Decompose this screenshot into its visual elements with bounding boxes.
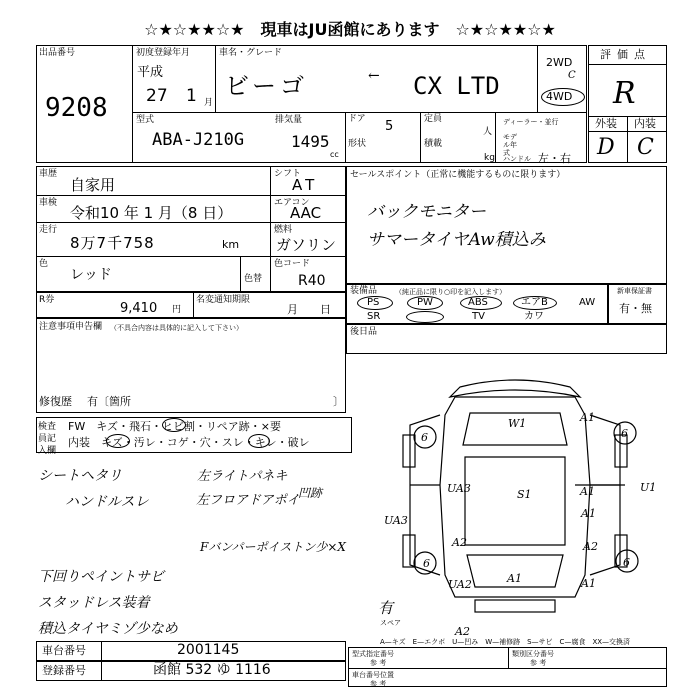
chassis-label: 車台番号 <box>42 644 86 657</box>
mark-a1-right: A1 <box>580 485 595 498</box>
displacement-label: 排気量 <box>275 115 303 125</box>
handnote-7: 下回りペイントサビ <box>38 569 164 585</box>
inspection-label: 車検 <box>39 198 58 208</box>
displacement-value: 1495 <box>291 132 330 151</box>
notes-box <box>36 318 346 413</box>
mark-ua2: UA2 <box>448 578 472 591</box>
history-value: 自家用 <box>70 176 116 194</box>
color-value: レッド <box>70 267 112 283</box>
registration-value: 函館 532 ゆ 1116 <box>153 662 271 678</box>
notes-sub: （不具合内容は具体的に記入して下さい） <box>110 324 243 332</box>
name-change-month: 月 <box>287 303 298 316</box>
inspection-value: 令和10 年 1 月（8 日） <box>70 204 233 222</box>
mark-6-fl: 6 <box>421 431 428 444</box>
handnote-6: Fバンパーポイストン少×X <box>200 540 346 554</box>
handle-label: ハンドル <box>503 155 531 163</box>
drive-2wd: 2WD <box>546 56 573 69</box>
equip-tv: TV <box>472 311 485 322</box>
warranty-value: 有・無 <box>619 302 652 315</box>
mark-s1: S1 <box>517 488 532 501</box>
mark-a1-rear: A1 <box>507 572 522 585</box>
mileage-label: 走行 <box>39 225 58 235</box>
handnote-5: 凹跡 <box>298 486 323 500</box>
lot-label: 出品番号 <box>39 48 76 58</box>
interior-label: 内装 <box>634 117 656 130</box>
mark-a2-left: A2 <box>452 536 467 549</box>
handle-value: 左・右 <box>538 152 571 165</box>
inspector-inner: 内装 キズ・汚レ・コゲ・穴・スレ・キレ・破レ <box>68 436 310 449</box>
sales-point-label: セールスポイント（正常に機能するものに限ります） <box>350 170 566 180</box>
equip-airbag: エアB <box>521 297 548 308</box>
mark-a1-top: A1 <box>580 411 595 424</box>
score-value: R <box>613 76 636 111</box>
color-code-value: R40 <box>298 273 326 289</box>
recycle-unit: 円 <box>172 305 182 315</box>
handnote-9: 積込タイヤミゾ少なめ <box>38 621 178 637</box>
chassis-location-label: 車台番号位置 <box>352 671 394 679</box>
ac-label: エアコン <box>274 198 310 208</box>
name-change-label: 名変通知期限 <box>196 295 251 305</box>
later-items-label: 後日品 <box>350 327 378 337</box>
inspector-label: 検査員記入欄 <box>38 422 57 456</box>
type-designation-sub: 参 考 <box>370 659 387 667</box>
first-reg-month-unit: 月 <box>204 98 214 108</box>
warranty-label: 新車保証書 <box>617 287 652 295</box>
equipment-sub: （純正品に限り○印を記入します） <box>395 288 507 296</box>
chassis-location-sub: 参 考 <box>370 680 387 688</box>
equip-leather: カワ <box>524 311 544 322</box>
class-number-label: 類別区分番号 <box>512 650 554 658</box>
handnote-8: スタッドレス装着 <box>38 595 150 611</box>
mark-u1: U1 <box>640 481 657 494</box>
color-code-label: 色コード <box>274 259 311 269</box>
car-name-dash: ← <box>368 68 380 84</box>
score-label: 評価点 <box>600 48 651 61</box>
mark-a1-rr: A1 <box>581 577 596 590</box>
car-grade: CX LTD <box>413 72 500 100</box>
handnote-2: ハンドルスレ <box>65 494 149 510</box>
repair-value: 有〔箇所 <box>87 395 131 408</box>
inspector-fw: FW キズ・飛石・ヒビ割・リペア跡・×要 <box>68 420 281 433</box>
spare-label: スペア <box>380 619 401 627</box>
interior-value: C <box>637 135 654 160</box>
mark-w1: W1 <box>508 417 527 430</box>
drive-4wd: 4WD <box>546 90 573 103</box>
recycle-value: 9,410 <box>120 301 158 316</box>
type-designation-label: 型式指定番号 <box>352 650 394 658</box>
repair-close: 〕 <box>333 395 344 408</box>
handnote-3: 左ライトパネキ <box>197 469 288 484</box>
mark-6-rl: 6 <box>423 557 430 570</box>
banner: ☆★☆★★☆★ 現車はJU函館にあります ☆★☆★★☆★ <box>144 20 556 39</box>
history-label: 車歴 <box>39 169 58 179</box>
shift-label: シフト <box>274 169 302 179</box>
capacity-label: 定員 <box>424 114 443 124</box>
first-reg-month: 1 <box>186 86 197 106</box>
fuel-label: 燃料 <box>274 225 293 235</box>
dealer-label: ディーラー・並行 <box>503 118 559 126</box>
ac-value: AAC <box>290 204 322 222</box>
doors-value: 5 <box>385 119 394 134</box>
displacement-unit: cc <box>330 150 339 159</box>
mark-ua3-outer: UA3 <box>384 514 408 527</box>
notes-label: 注意事項申告欄 <box>39 322 103 332</box>
lot-number: 9208 <box>45 93 108 123</box>
equip-ps: PS <box>367 297 380 308</box>
fuel-value: ガソリン <box>276 236 337 254</box>
repair-label: 修復歴 <box>39 395 72 408</box>
mark-ua3-left: UA3 <box>447 482 471 495</box>
handnote-4: 左フロアドアポイ <box>196 493 300 508</box>
first-reg-year: 27 <box>146 86 168 106</box>
drive-mark: C <box>568 70 576 81</box>
mileage-value: 8万7千758 <box>70 234 155 252</box>
color-change-label: 色替 <box>244 274 263 284</box>
color-label: 色 <box>39 259 49 269</box>
car-name: ビーゴ <box>225 72 309 100</box>
exterior-label: 外装 <box>595 117 617 130</box>
car-name-label: 車名・グレード <box>219 48 283 58</box>
mark-a2-bottom: A2 <box>455 625 470 638</box>
mark-a2-right: A2 <box>583 540 598 553</box>
mark-a1-mid: A1 <box>581 507 596 520</box>
exterior-value: D <box>597 135 615 160</box>
equip-sr: SR <box>367 311 381 322</box>
damage-legend: A—キズ E—エクボ U—凹み W—補修跡 S—サビ C—腐食 XX—交換済 <box>380 638 631 646</box>
name-change-day: 日 <box>320 303 331 316</box>
equip-aw: AW <box>579 297 596 308</box>
doors-label: ドア <box>348 114 366 124</box>
model-value: ABA-J210G <box>152 130 245 150</box>
equip-abs: ABS <box>468 297 488 308</box>
recycle-label: R券 <box>39 295 55 305</box>
capacity-unit: 人 <box>483 127 493 137</box>
chassis-value: 2001145 <box>177 642 240 658</box>
equip-pw: PW <box>417 297 433 308</box>
shift-value: AT <box>292 176 319 194</box>
load-label: 積載 <box>424 139 443 149</box>
model-year-label: モデル年式 <box>503 133 517 157</box>
shape-label: 形状 <box>348 139 367 149</box>
later-items-box <box>346 324 667 354</box>
sales-point-line-2: サマータイヤAw積込み <box>367 230 546 250</box>
model-label: 型式 <box>136 115 155 125</box>
registration-label: 登録番号 <box>42 664 86 677</box>
mileage-unit: km <box>222 238 240 251</box>
first-reg-label: 初度登録年月 <box>136 48 191 58</box>
load-unit: kg <box>484 153 495 163</box>
recycle-box <box>36 292 346 318</box>
sales-point-line-1: バックモニター <box>367 202 486 222</box>
first-reg-era: 平成 <box>137 65 164 80</box>
equipment-label: 装備品 <box>350 286 378 296</box>
car-diagram <box>355 365 675 645</box>
mark-spare-circle: 有 <box>378 599 394 617</box>
mark-6-rr: 6 <box>623 556 630 569</box>
mark-6-fr: 6 <box>621 427 628 440</box>
class-number-sub: 参 考 <box>530 659 547 667</box>
handnote-1: シートヘタリ <box>38 468 122 484</box>
